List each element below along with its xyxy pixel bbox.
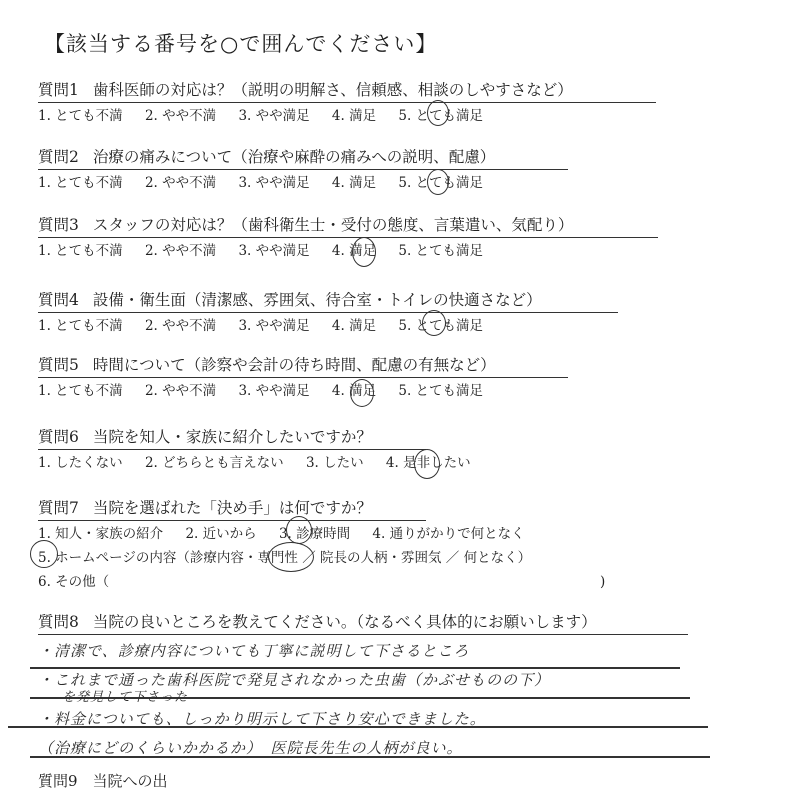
option-2[interactable]: 2. やや不満: [144, 243, 217, 259]
question-number: 質問7: [38, 499, 79, 517]
question-title: 時間について（診察や会計の待ち時間、配慮の有無など）: [92, 356, 496, 374]
option-5[interactable]: 5. ホームページの内容（診療内容・専門性 ／ 院長の人柄・雰囲気 ／ 何となく）: [38, 550, 532, 566]
handwritten-answer-line: ・清潔で、診療内容についても丁寧に説明して下さるところ: [38, 642, 470, 660]
handwritten-answer-line: を発見して下さった: [62, 690, 189, 705]
options: [38, 239, 501, 259]
option-5[interactable]: 5. とても満足: [398, 108, 484, 124]
option-1[interactable]: 1. したくない: [38, 455, 123, 471]
option-2[interactable]: 2. 近いから: [185, 526, 257, 542]
handwritten-answer-line: ・料金についても、しっかり明示して下さり安心できました。: [38, 710, 486, 728]
option-3[interactable]: 3. やや満足: [238, 243, 310, 259]
answer-circle: [268, 542, 314, 572]
option-2[interactable]: 2. やや不満: [144, 108, 217, 124]
question-number: 質問8: [38, 613, 79, 631]
option-3[interactable]: 3. したい: [305, 455, 364, 471]
option-1[interactable]: 1. とても不満: [38, 243, 123, 259]
option-1[interactable]: 1. とても不満: [38, 383, 123, 399]
option-4[interactable]: 4. 満足: [331, 318, 377, 334]
answer-circle: [427, 169, 449, 195]
option-2[interactable]: 2. やや不満: [144, 383, 217, 399]
option-3[interactable]: 3. やや満足: [238, 175, 310, 191]
question-number: 質問1: [38, 81, 79, 99]
answer-circle: [352, 237, 376, 267]
answer-circle: [350, 379, 374, 407]
answer-circle: [414, 449, 440, 479]
option-2[interactable]: 2. どちらとも言えない: [144, 455, 284, 471]
next-question-partial: 質問9 当院への出: [38, 772, 168, 790]
option-1[interactable]: 1. とても不満: [38, 318, 123, 334]
option-4[interactable]: 4. 通りがかりで何となく: [372, 526, 525, 542]
option-4[interactable]: 4. 満足: [331, 175, 377, 191]
option-3[interactable]: 3. 診療時間: [278, 526, 351, 542]
question-number: 質問6: [38, 428, 79, 446]
question-title: 歯科医師の対応は？（説明の明解さ、信頼感、相談のしやすさなど）: [92, 81, 573, 99]
option-4[interactable]: 4. 是非したい: [385, 455, 471, 471]
option-5[interactable]: 5. とても満足: [398, 318, 484, 334]
answer-circle: [422, 310, 446, 336]
option-1[interactable]: 1. 知人・家族の紹介: [38, 526, 164, 542]
handwritten-answer-line: （治療にどのくらいかかるか） 医院長先生の人柄が良い。: [38, 739, 463, 757]
options-row-3: [38, 570, 127, 590]
option-2[interactable]: 2. やや不満: [144, 318, 217, 334]
question-number: 質問4: [38, 291, 79, 309]
question-number: 質問5: [38, 356, 79, 374]
question-title: 当院の良いところを教えてください。（なるべく具体的にお願いします）: [92, 613, 597, 631]
question-title: 設備・衛生面（清潔感、雰囲気、待合室・トイレの快適さなど）: [92, 291, 542, 309]
option-5[interactable]: 5. とても満足: [398, 383, 484, 399]
option-6[interactable]: 6. その他（: [38, 574, 110, 590]
answer-circle: [427, 100, 449, 126]
option-4[interactable]: 4. 満足: [331, 243, 377, 259]
question-title: スタッフの対応は？（歯科衛生士・受付の態度、言葉遣い、気配り）: [92, 216, 574, 234]
other-close-paren: ): [600, 574, 606, 590]
option-3[interactable]: 3. やや満足: [238, 318, 310, 334]
question-title: 当院を知人・家族に紹介したいですか？: [92, 428, 372, 446]
question-title: 当院を選ばれた「決め手」は何ですか？: [92, 499, 372, 517]
option-4[interactable]: 4. 満足: [331, 108, 377, 124]
answer-circle: [286, 516, 312, 544]
option-4[interactable]: 4. 満足: [331, 383, 377, 399]
question-title: 治療の痛みについて（治療や麻酔の痛みへの説明、配慮）: [92, 148, 496, 166]
option-1[interactable]: 1. とても不満: [38, 175, 123, 191]
handwritten-answer-line: ・これまで通った歯科医院で発見されなかった虫歯（かぶせものの下）: [38, 671, 551, 689]
question-number: 質問2: [38, 148, 79, 166]
options: [38, 379, 501, 399]
page-heading: 【該当する番号を○で囲んでください】: [44, 32, 438, 56]
option-5[interactable]: 5. とても満足: [398, 243, 484, 259]
option-1[interactable]: 1. とても不満: [38, 108, 123, 124]
option-3[interactable]: 3. やや満足: [238, 108, 310, 124]
option-3[interactable]: 3. やや満足: [238, 383, 310, 399]
option-2[interactable]: 2. やや不満: [144, 175, 217, 191]
option-5[interactable]: 5. とても満足: [398, 175, 484, 191]
answer-circle: [30, 540, 58, 568]
question-number: 質問3: [38, 216, 79, 234]
